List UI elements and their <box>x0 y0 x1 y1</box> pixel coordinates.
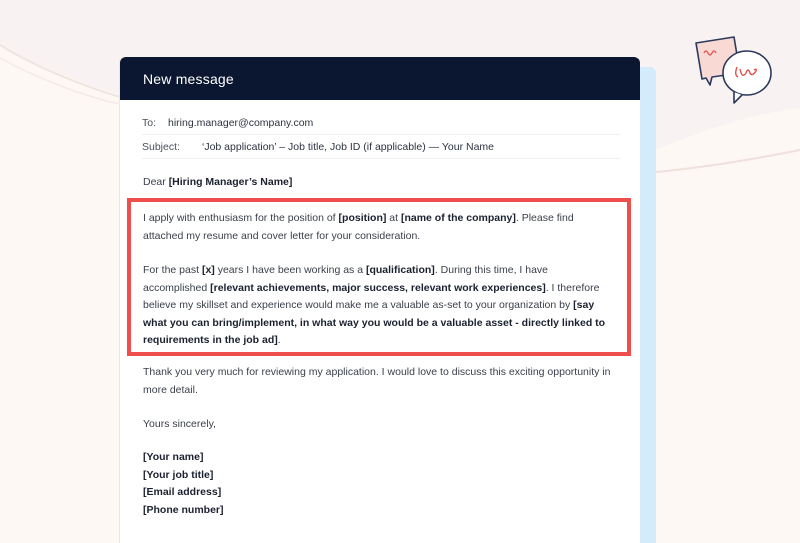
email-compose-window <box>120 57 640 543</box>
placeholder-company: [name of the company] <box>400 212 516 224</box>
signature-email: [Email address] <box>143 486 222 498</box>
text: . During this time, I have accomplished <box>143 264 549 294</box>
chat-bubbles-icon <box>690 33 780 113</box>
text: . Please find attached my resume and cover letter for your consideration. <box>143 212 574 242</box>
placeholder-qualification: [qualification] <box>365 264 435 276</box>
signature-phone: [Phone number] <box>143 503 224 516</box>
greeting <box>143 174 292 192</box>
subject-value[interactable]: ‘Job application’ – Job title, Job ID (if applicable) — Your Name <box>202 140 495 153</box>
text: years I have been working as a <box>214 264 366 276</box>
sign-off: Yours sincerely, <box>143 418 216 430</box>
greeting-prefix: Dear <box>143 176 169 188</box>
text: . <box>277 334 281 346</box>
subject-field[interactable] <box>142 135 620 159</box>
placeholder-position: [position] <box>338 212 387 224</box>
placeholder-years: [x] <box>201 264 215 276</box>
subject-label: Subject: <box>142 140 180 153</box>
placeholder-value: [say what you can bring/implement, in what way you would be a valuable asset - directly linked to requirements in the job ad] <box>143 299 606 346</box>
text: For the past <box>143 264 202 276</box>
text: I apply with enthusiasm for the position of <box>143 212 339 224</box>
window-title: New message <box>143 70 234 87</box>
text: at <box>386 212 401 224</box>
highlighted-section <box>127 198 631 356</box>
greeting-placeholder: [Hiring Manager’s Name] <box>168 176 293 188</box>
signature-job-title: [Your job title] <box>143 468 214 481</box>
compose-header <box>120 57 640 100</box>
placeholder-achievements: [relevant achievements, major success, relevant work experiences] <box>210 281 546 294</box>
signature-block <box>143 449 224 519</box>
closing-paragraph: Thank you very much for reviewing my application. I would love to discuss this exciting opportunity in more detail. <box>143 366 611 396</box>
intro-paragraph <box>143 210 615 245</box>
closing-section <box>143 364 623 434</box>
to-label: To: <box>142 116 157 129</box>
experience-paragraph <box>143 262 615 350</box>
signature-name: [Your name] <box>143 451 204 463</box>
text: . I therefore believe my skillset and experience would make me a valuable as-set to your organization by <box>143 281 600 311</box>
to-field[interactable] <box>142 111 620 135</box>
to-value[interactable]: hiring.manager@company.com <box>168 116 314 129</box>
